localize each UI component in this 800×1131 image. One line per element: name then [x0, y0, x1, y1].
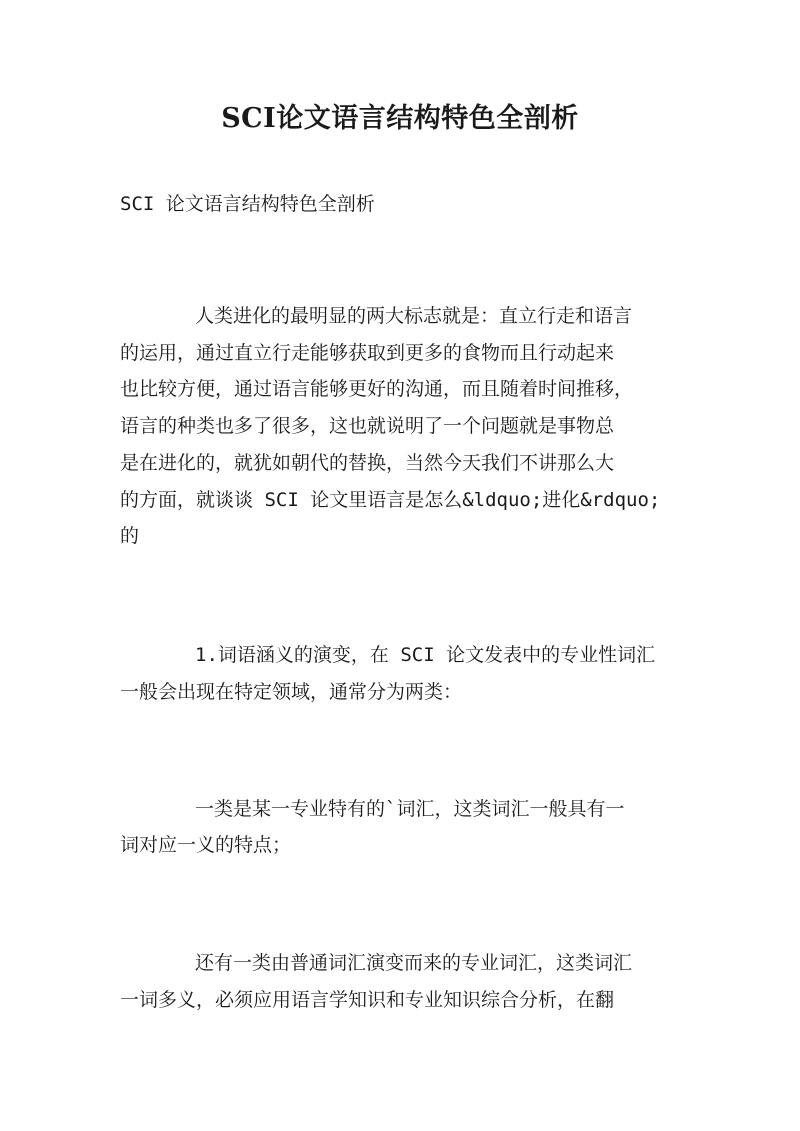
text-line: 人类进化的最明显的两大标志就是：直立行走和语言: [195, 305, 633, 327]
text-line: 的运用，通过直立行走能够获取到更多的食物而且行动起来: [120, 342, 615, 364]
text-line: 的: [120, 525, 140, 547]
text-line: 还有一类由普通词汇演变而来的专业词汇，这类词汇: [195, 952, 633, 974]
text-line: 语言的种类也多了很多，这也就说明了一个问题就是事物总: [120, 415, 615, 437]
document-title: SCI论文语言结构特色全剖析: [221, 103, 579, 134]
document-subtitle: SCI 论文语言结构特色全剖析: [120, 193, 375, 215]
text-line: 的方面，就谈谈 SCI 论文里语言是怎么&ldquo;进化&rdquo;: [120, 489, 661, 511]
text-line: 一词多义，必须应用语言学知识和专业知识综合分析，在翻: [120, 989, 615, 1011]
text-line: 词对应一义的特点；: [120, 834, 292, 856]
text-line: 一类是某一专业特有的`词汇，这类词汇一般具有一: [195, 798, 625, 820]
text-line: 是在进化的，就犹如朝代的替换，当然今天我们不讲那么大: [120, 452, 615, 474]
text-line: 1.词语涵义的演变，在 SCI 论文发表中的专业性词汇: [195, 644, 656, 666]
text-line: 一般会出现在特定领域，通常分为两类：: [120, 681, 463, 703]
text-line: 也比较方便，通过语言能够更好的沟通，而且随着时间推移，: [120, 378, 634, 400]
